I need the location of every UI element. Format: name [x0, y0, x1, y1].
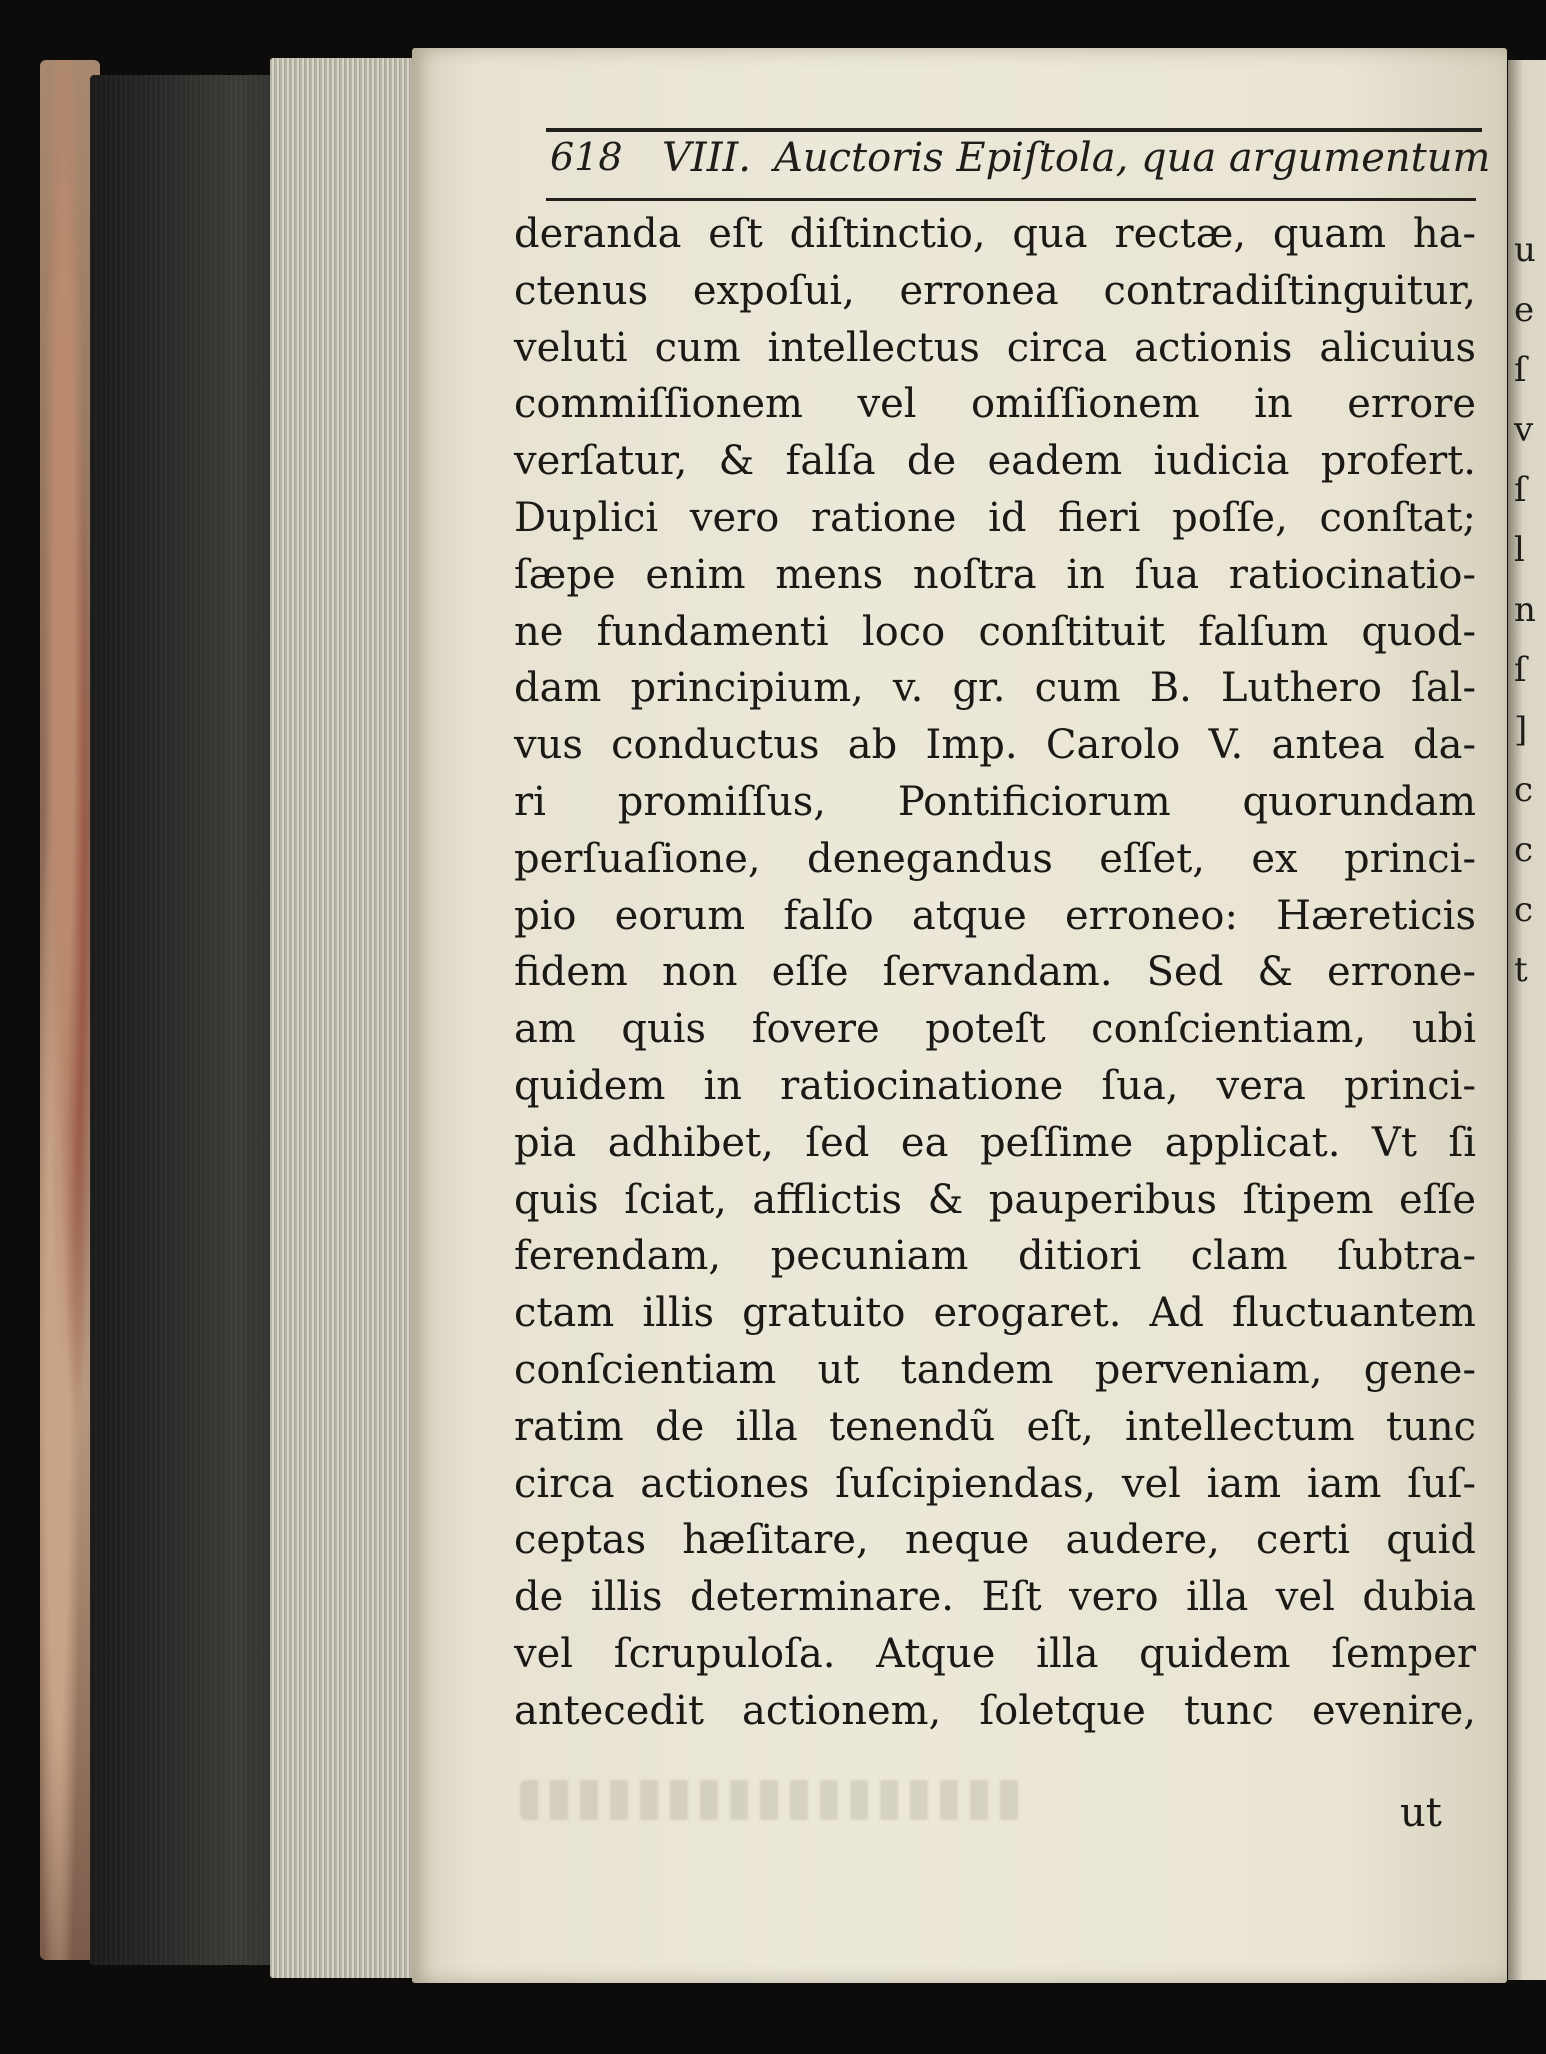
text-line: ceptas hæſitare, neque audere, certi quid — [514, 1517, 1476, 1564]
next-page-fragment: u — [1514, 230, 1536, 270]
text-line: ſæpe enim mens noſtra in ſua ratiocinatio- — [514, 551, 1476, 598]
next-page-fragment: ſ — [1514, 350, 1527, 390]
next-page-fragments — [1514, 220, 1544, 1000]
running-head-rule-top — [546, 128, 1482, 132]
text-line: vus conductus ab Imp. Carolo V. antea da- — [514, 722, 1476, 769]
page-number: 618 — [550, 135, 623, 179]
next-page-fragment: e — [1514, 290, 1535, 330]
text-line: ne fundamenti loco conſtituit falſum quod- — [514, 608, 1476, 655]
section-number: VIII. — [662, 135, 752, 181]
show-through-stamp — [520, 1780, 1020, 1820]
text-line: verſatur, & falſa de eadem iudicia profert. — [514, 438, 1476, 485]
next-page-fragment: l — [1514, 530, 1525, 570]
running-head-title: Auctoris Epiſtola, qua argumentum — [774, 135, 1491, 181]
body-text — [514, 206, 1476, 1740]
text-line: am quis fovere poteſt conſcientiam, ubi — [514, 1006, 1476, 1053]
text-line: de illis determinare. Eſt vero illa vel dubia — [514, 1574, 1476, 1621]
text-line: veluti cum intellectus circa actionis alicuius — [514, 324, 1476, 371]
text-line: quis ſciat, afflictis & pauperibus ſtipem eſſe — [514, 1176, 1476, 1223]
next-page-fragment: c — [1514, 890, 1534, 930]
text-line: vel ſcrupuloſa. Atque illa quidem ſemper — [514, 1630, 1476, 1677]
next-page-fragment: c — [1514, 830, 1534, 870]
text-line: pia adhibet, ſed ea peſſime applicat. Vt ſi — [514, 1119, 1476, 1166]
text-line: commiſſionem vel omiſſionem in errore — [514, 381, 1476, 428]
text-line: ctam illis gratuito erogaret. Ad fluctuantem — [514, 1290, 1476, 1337]
text-line: Duplici vero ratione id fieri poſſe, conſtat; — [514, 494, 1476, 541]
running-head-rule-bottom — [546, 198, 1476, 201]
text-line: dam principium, v. gr. cum B. Luthero ſal- — [514, 665, 1476, 712]
next-page-fragment: ] — [1514, 710, 1528, 750]
next-page-fragment: ſ — [1514, 470, 1527, 510]
text-line: conſcientiam ut tandem perveniam, gene- — [514, 1346, 1476, 1393]
page-stack — [270, 58, 420, 1978]
next-page-fragment: v — [1514, 410, 1534, 450]
text-line: perſuaſione, denegandus eſſet, ex princi- — [514, 835, 1476, 882]
next-page-fragment: n — [1514, 590, 1536, 630]
text-line: antecedit actionem, ſoletque tunc evenire, — [514, 1687, 1476, 1734]
next-page-fragment: t — [1514, 950, 1528, 990]
text-line: circa actiones ſuſcipiendas, vel iam iam ſuſ- — [514, 1460, 1476, 1507]
text-line: pio eorum falſo atque erroneo: Hæreticis — [514, 892, 1476, 939]
next-page-fragment: ſ — [1514, 650, 1527, 690]
text-line: ferendam, pecuniam ditiori clam ſubtra- — [514, 1233, 1476, 1280]
running-head — [546, 135, 1491, 191]
text-line: deranda eſt diſtinctio, qua rectæ, quam ha- — [514, 211, 1476, 257]
text-line: quidem in ratiocinatione ſua, vera princi- — [514, 1062, 1476, 1109]
catchword: ut — [1400, 1790, 1442, 1836]
text-line: fidem non eſſe ſervandam. Sed & errone- — [514, 949, 1476, 996]
next-page-fragment: c — [1514, 770, 1534, 810]
text-line: ctenus expoſui, erronea contradiſtinguitur, — [514, 267, 1476, 314]
text-line: ratim de illa tenendũ eſt, intellectum tunc — [514, 1403, 1476, 1450]
text-line: ri promiſſus, Pontificiorum quorundam — [514, 778, 1476, 825]
